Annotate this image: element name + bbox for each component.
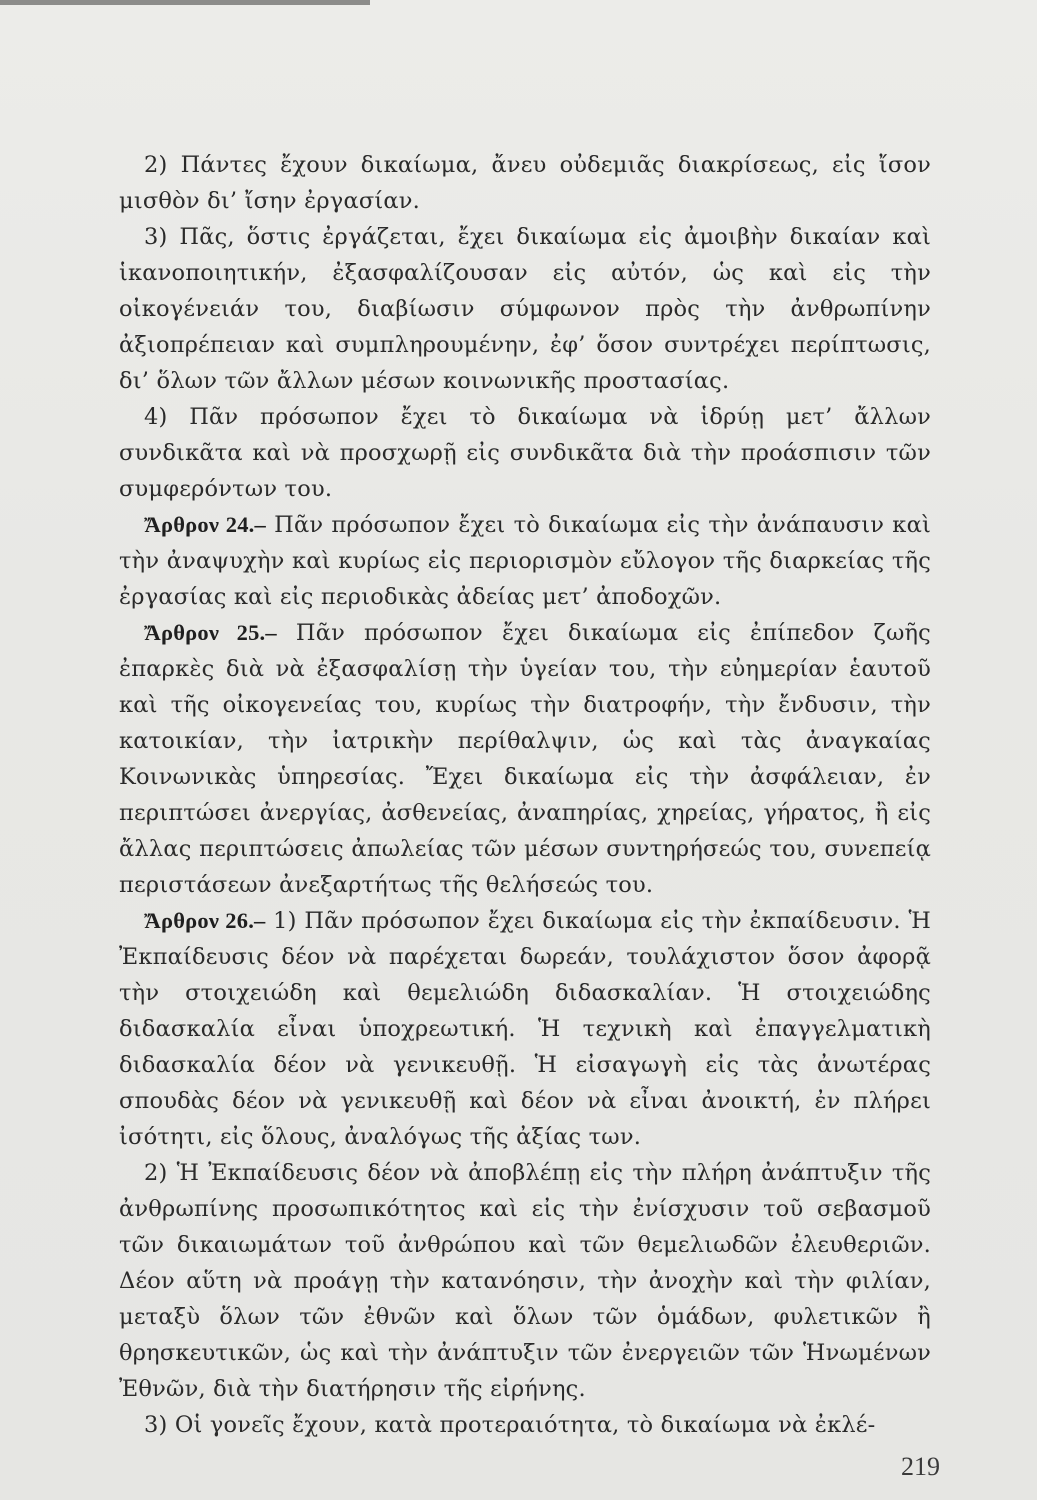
page-number: 219: [901, 1452, 940, 1481]
paragraph-text: 4) Πᾶν πρόσωπον ἔχει τὸ δικαίωμα νὰ ἱδρύῃ μετ’ ἄλλων συνδικᾶτα καὶ νὰ προσχωρῇ εἰς συνδικᾶτα διὰ τὴν προάσπισιν τῶν συμφερόντων του.: [119, 404, 931, 502]
paragraph-text: 2) Ἡ Ἐκπαίδευσις δέον νὰ ἀποβλέπῃ εἰς τὴν πλήρη ἀνάπτυξιν τῆς ἀνθρωπίνης προσωπικότητος καὶ εἰς τὴν ἐνίσχυσιν τοῦ σεβασμοῦ τῶν δικαιωμάτων τοῦ ἀνθρώπου καὶ τῶν θεμελιωδῶν ἐλευθεριῶν. Δέον αὕτη νὰ προάγῃ τὴν κατανόησιν, τὴν ἀνοχὴν καὶ τὴν φιλίαν, μεταξὺ ὅλων τῶν ἐθνῶν καὶ ὅλων τῶν ὁμάδων, φυλετικῶν ἢ θρησκευτικῶν, ὡς καὶ τὴν ἀνάπτυξιν τῶν ἐνεργειῶν τῶν Ἡνωμένων Ἐθνῶν, διὰ τὴν διατήρησιν τῆς εἰρήνης.: [119, 1160, 931, 1402]
paragraph-text: 3) Οἱ γονεῖς ἔχουν, κατὰ προτεραιότητα, τὸ δικαίωμα νὰ ἐκλέ-: [144, 1412, 876, 1438]
paragraph-text: Πᾶν πρόσωπον ἔχει δικαίωμα εἰς ἐπίπεδον ζωῆς ἐπαρκὲς διὰ νὰ ἐξασφαλίσῃ τὴν ὑγείαν του, τὴν εὐημερίαν ἑαυτοῦ καὶ τῆς οἰκογενείας του, κυρίως τὴν διατροφήν, τὴν ἔνδυσιν, τὴν κατοικίαν, τὴν ἰατρικὴν περίθαλψιν, ὡς καὶ τὰς ἀναγκαίας Κοινωνικὰς ὑπηρεσίας. Ἔχει δικαίωμα εἰς τὴν ἀσφάλειαν, ἐν περιπτώσει ἀνεργίας, ἀσθενείας, ἀναπηρίας, χηρείας, γήρατος, ἢ εἰς ἄλλας περιπτώσεις ἀπωλείας τῶν μέσων συντηρήσεώς του, συνεπείᾳ περιστάσεων ἀνεξαρτήτως τῆς θελήσεώς του.: [119, 620, 931, 898]
paragraph-art23-4: [119, 399, 931, 507]
article-heading: Ἄρθρον 25.–: [144, 620, 277, 645]
paragraph-text: 3) Πᾶς, ὅστις ἐργάζεται, ἔχει δικαίωμα εἰς ἀμοιβὴν δικαίαν καὶ ἱκανοποιητικήν, ἐξασφαλίζουσαν εἰς αὐτόν, ὡς καὶ εἰς τὴν οἰκογένειάν του, διαβίωσιν σύμφωνον πρὸς τὴν ἀνθρωπίνην ἀξιοπρέπειαν καὶ συμπληρουμένην, ἐφ’ ὅσον συντρέχει περίπτωσις, δι’ ὅλων τῶν ἄλλων μέσων κοινωνικῆς προστασίας.: [119, 224, 931, 394]
body-text: [119, 147, 931, 1443]
article-24: [119, 507, 931, 615]
paragraph-art26-2: [119, 1155, 931, 1407]
scan-edge: [0, 0, 370, 5]
paragraph-text: 1) Πᾶν πρόσωπον ἔχει δικαίωμα εἰς τὴν ἐκπαίδευσιν. Ἡ Ἐκπαίδευσις δέον νὰ παρέχεται δωρεάν, τουλάχιστον ὅσον ἀφορᾷ τὴν στοιχειώδη καὶ θεμελιώδη διδασκαλίαν. Ἡ στοιχειώδης διδασκαλία εἶναι ὑποχρεωτική. Ἡ τεχνικὴ καὶ ἐπαγγελματικὴ διδασκαλία δέον νὰ γενικευθῇ. Ἡ εἰσαγωγὴ εἰς τὰς ἀνωτέρας σπουδὰς δέον νὰ γενικευθῇ καὶ δέον νὰ εἶναι ἀνοικτή, ἐν πλήρει ἰσότητι, εἰς ὅλους, ἀναλόγως τῆς ἀξίας των.: [119, 908, 931, 1150]
paragraph-text: Πᾶν πρόσωπον ἔχει τὸ δικαίωμα εἰς τὴν ἀνάπαυσιν καὶ τὴν ἀναψυχὴν καὶ κυρίως εἰς περιορισμὸν εὔλογον τῆς διαρκείας τῆς ἐργασίας καὶ εἰς περιοδικὰς ἀδείας μετ’ ἀποδοχῶν.: [119, 512, 931, 610]
article-25: [119, 615, 931, 903]
article-26-1: [119, 903, 931, 1155]
paragraph-art23-3: [119, 219, 931, 399]
paragraph-text: 2) Πάντες ἔχουν δικαίωμα, ἄνευ οὐδεμιᾶς διακρίσεως, εἰς ἴσον μισθὸν δι’ ἴσην ἐργασίαν.: [119, 152, 931, 214]
article-heading: Ἄρθρον 24.–: [144, 512, 266, 537]
paragraph-art26-3: [119, 1407, 931, 1443]
article-heading: Ἄρθρον 26.–: [144, 908, 266, 933]
paragraph-art23-2: [119, 147, 931, 219]
